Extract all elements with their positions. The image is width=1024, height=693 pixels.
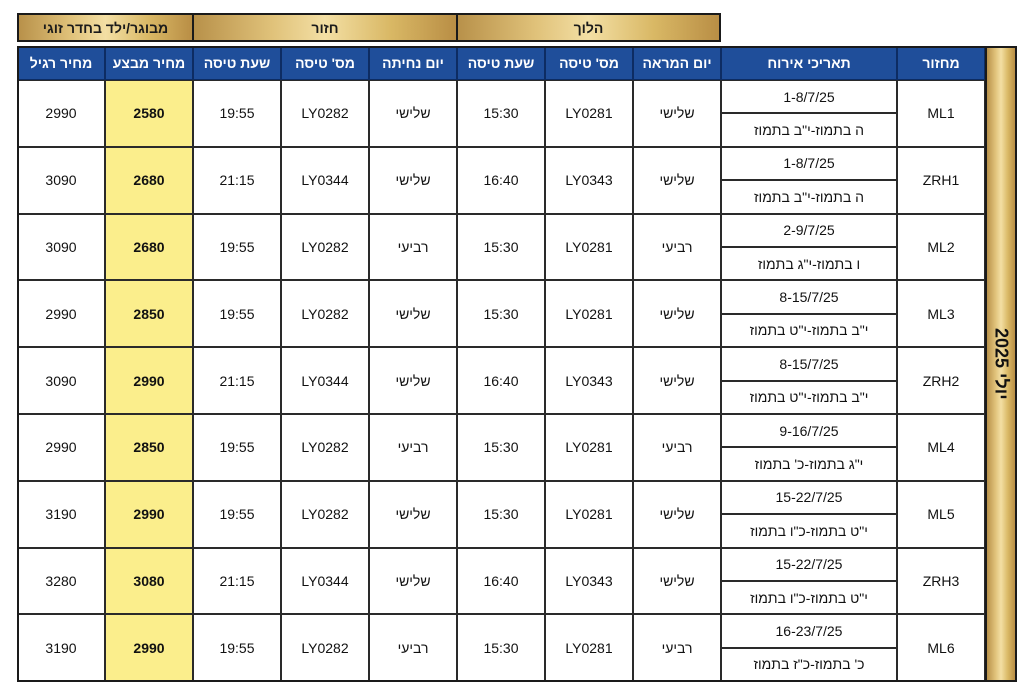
column-header-out-flight: מס' טיסה (545, 46, 633, 80)
cell-ret-time: 19:55 (193, 614, 281, 681)
cell-promo-price: 2990 (105, 614, 193, 681)
cell-out-time: 15:30 (457, 481, 545, 548)
column-header-out-time: שעת טיסה (457, 46, 545, 80)
cell-cycle: ML3 (897, 280, 985, 347)
cell-ret-time: 19:55 (193, 80, 281, 147)
cell-ret-flight: LY0282 (281, 414, 369, 481)
cell-out-flight: LY0281 (545, 280, 633, 347)
cell-ret-time: 19:55 (193, 481, 281, 548)
cell-dates: 8-15/7/25 (721, 347, 897, 380)
cell-out-flight: LY0281 (545, 481, 633, 548)
cell-out-time: 15:30 (457, 414, 545, 481)
column-header-promo-price: מחיר מבצע (105, 46, 193, 80)
cell-out-day: שלישי (633, 147, 721, 214)
cell-hebrew-dates: כ' בתמוז-כ"ז בתמוז (721, 648, 897, 681)
cell-out-time: 15:30 (457, 80, 545, 147)
cell-dates: 15-22/7/25 (721, 481, 897, 514)
cell-dates: 15-22/7/25 (721, 548, 897, 581)
cell-out-flight: LY0343 (545, 548, 633, 615)
cell-dates: 9-16/7/25 (721, 414, 897, 447)
cell-ret-day: שלישי (369, 548, 457, 615)
cell-ret-flight: LY0282 (281, 214, 369, 281)
cell-regular-price: 2990 (17, 80, 105, 147)
column-header-regular-price: מחיר רגיל (17, 46, 105, 80)
cell-regular-price: 3090 (17, 347, 105, 414)
cell-out-day: שלישי (633, 481, 721, 548)
cell-promo-price: 2580 (105, 80, 193, 147)
cell-out-time: 15:30 (457, 280, 545, 347)
group-header-return: חזור (192, 13, 458, 42)
cell-hebrew-dates: י"ט בתמוז-כ"ו בתמוז (721, 514, 897, 547)
cell-cycle: ZRH1 (897, 147, 985, 214)
cell-ret-flight: LY0344 (281, 147, 369, 214)
cell-ret-flight: LY0282 (281, 80, 369, 147)
cell-ret-time: 19:55 (193, 280, 281, 347)
cell-out-day: שלישי (633, 347, 721, 414)
cell-out-day: שלישי (633, 548, 721, 615)
cell-out-flight: LY0281 (545, 414, 633, 481)
cell-dates: 8-15/7/25 (721, 280, 897, 313)
cell-ret-day: שלישי (369, 147, 457, 214)
cell-dates: 16-23/7/25 (721, 614, 897, 647)
column-header-ret-time: שעת טיסה (193, 46, 281, 80)
cell-ret-day: רביעי (369, 414, 457, 481)
column-header-cycle: מחזור (897, 46, 985, 80)
column-header-ret-flight: מס' טיסה (281, 46, 369, 80)
cell-ret-flight: LY0282 (281, 614, 369, 681)
cell-dates: 2-9/7/25 (721, 214, 897, 247)
cell-out-time: 16:40 (457, 347, 545, 414)
cell-regular-price: 3190 (17, 614, 105, 681)
cell-ret-time: 21:15 (193, 147, 281, 214)
cell-cycle: ZRH3 (897, 548, 985, 615)
cell-ret-time: 21:15 (193, 347, 281, 414)
cell-ret-time: 19:55 (193, 414, 281, 481)
cell-hebrew-dates: י"ט בתמוז-כ"ו בתמוז (721, 581, 897, 614)
group-header-adult-price: מבוגר/ילד בחדר זוגי (17, 13, 194, 42)
cell-ret-day: רביעי (369, 214, 457, 281)
cell-hebrew-dates: ה בתמוז-י"ב בתמוז (721, 180, 897, 213)
cell-regular-price: 3190 (17, 481, 105, 548)
cell-out-time: 15:30 (457, 614, 545, 681)
cell-out-flight: LY0281 (545, 614, 633, 681)
cell-ret-flight: LY0344 (281, 347, 369, 414)
cell-regular-price: 3090 (17, 214, 105, 281)
cell-out-day: רביעי (633, 614, 721, 681)
column-header-dates: תאריכי אירוח (721, 46, 897, 80)
cell-promo-price: 3080 (105, 548, 193, 615)
cell-ret-day: רביעי (369, 614, 457, 681)
side-month-text: יולי 2025 (991, 328, 1012, 400)
cell-ret-day: שלישי (369, 280, 457, 347)
cell-out-flight: LY0343 (545, 347, 633, 414)
cell-out-time: 16:40 (457, 147, 545, 214)
cell-cycle: ML2 (897, 214, 985, 281)
cell-out-flight: LY0343 (545, 147, 633, 214)
cell-promo-price: 2850 (105, 414, 193, 481)
cell-regular-price: 2990 (17, 414, 105, 481)
cell-out-flight: LY0281 (545, 80, 633, 147)
cell-out-time: 16:40 (457, 548, 545, 615)
cell-regular-price: 3090 (17, 147, 105, 214)
cell-hebrew-dates: ה בתמוז-י"ב בתמוז (721, 113, 897, 146)
cell-cycle: ML4 (897, 414, 985, 481)
cell-promo-price: 2680 (105, 147, 193, 214)
cell-ret-flight: LY0282 (281, 280, 369, 347)
cell-promo-price: 2990 (105, 347, 193, 414)
cell-ret-time: 21:15 (193, 548, 281, 615)
cell-hebrew-dates: י"ב בתמוז-י"ט בתמוז (721, 314, 897, 347)
cell-out-day: רביעי (633, 214, 721, 281)
cell-ret-day: שלישי (369, 80, 457, 147)
cell-hebrew-dates: י"ג בתמוז-כ' בתמוז (721, 447, 897, 480)
cell-regular-price: 3280 (17, 548, 105, 615)
cell-hebrew-dates: י"ב בתמוז-י"ט בתמוז (721, 381, 897, 414)
column-header-out-day: יום המראה (633, 46, 721, 80)
cell-out-day: שלישי (633, 80, 721, 147)
cell-out-day: רביעי (633, 414, 721, 481)
cell-ret-time: 19:55 (193, 214, 281, 281)
cell-out-flight: LY0281 (545, 214, 633, 281)
group-header-outbound: הלוך (456, 13, 721, 42)
cell-ret-flight: LY0344 (281, 548, 369, 615)
cell-promo-price: 2680 (105, 214, 193, 281)
cell-ret-flight: LY0282 (281, 481, 369, 548)
cell-cycle: ML1 (897, 80, 985, 147)
cell-cycle: ML5 (897, 481, 985, 548)
cell-promo-price: 2850 (105, 280, 193, 347)
cell-ret-day: שלישי (369, 347, 457, 414)
cell-ret-day: שלישי (369, 481, 457, 548)
cell-hebrew-dates: ו בתמוז-י"ג בתמוז (721, 247, 897, 280)
cell-dates: 1-8/7/25 (721, 147, 897, 180)
cell-dates: 1-8/7/25 (721, 80, 897, 113)
side-month-label (985, 46, 1017, 682)
cell-cycle: ZRH2 (897, 347, 985, 414)
cell-out-time: 15:30 (457, 214, 545, 281)
cell-regular-price: 2990 (17, 280, 105, 347)
cell-out-day: שלישי (633, 280, 721, 347)
cell-promo-price: 2990 (105, 481, 193, 548)
cell-cycle: ML6 (897, 614, 985, 681)
column-header-ret-day: יום נחיתה (369, 46, 457, 80)
